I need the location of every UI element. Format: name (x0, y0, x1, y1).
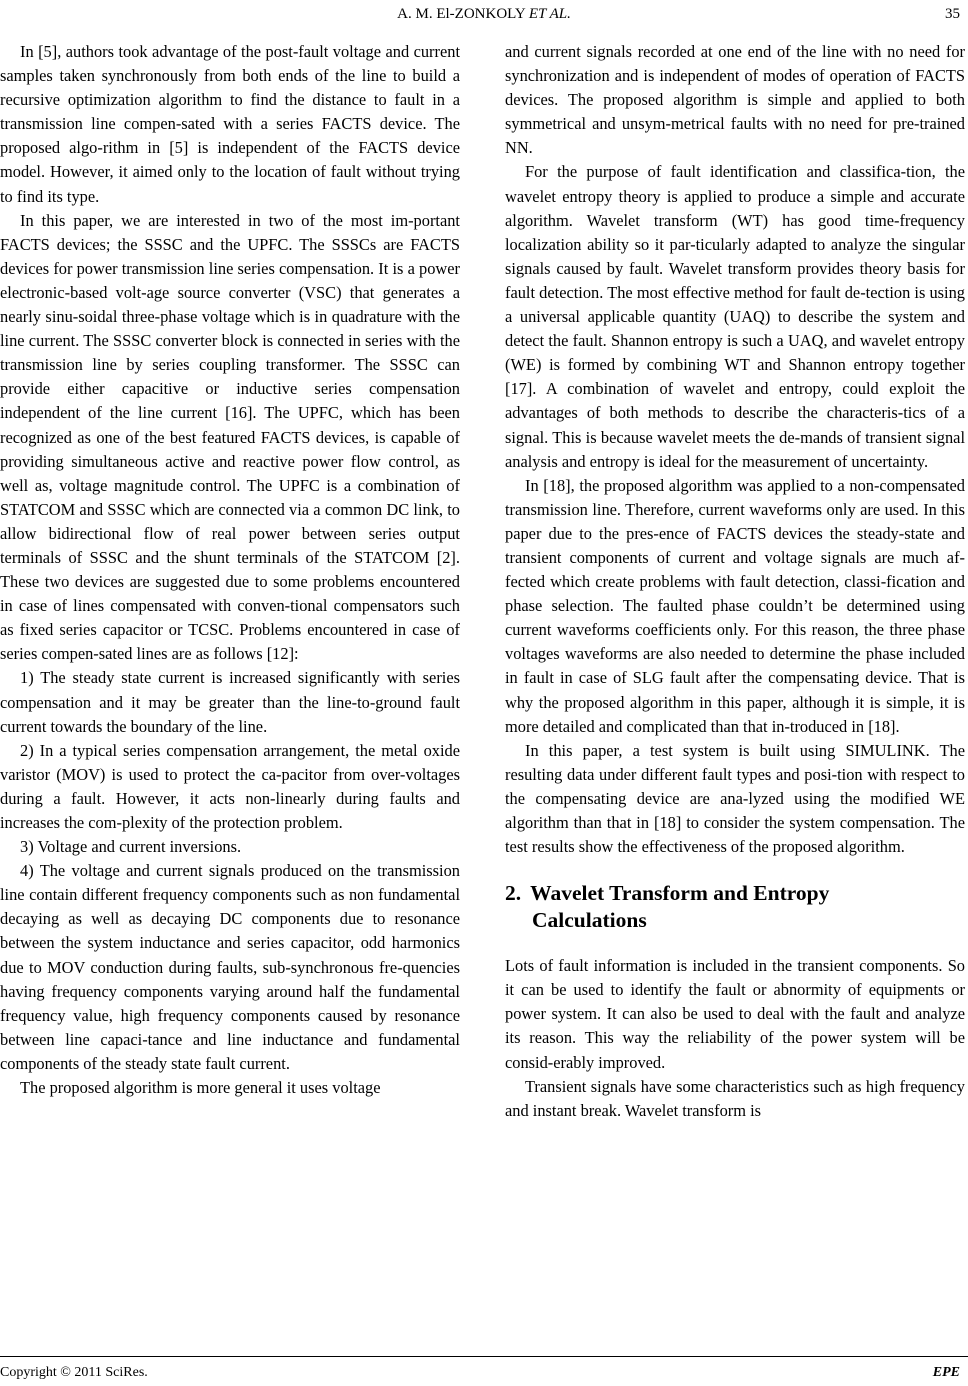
footer-copyright: Copyright © 2011 SciRes. (0, 1365, 148, 1380)
list-item-paragraph: 4) The voltage and current signals produced on the transmission line contain different frequency components such as non fundamental decaying as well as decaying DC components due to resonance between the system inductance and series capacitor, odd harmonics due to MOV conduction during faults, sub-synchronous fre-quencies having frequency components varying around half the fundamental frequency value, high frequency components caused by resonance between line capaci-tance and line inductance and fundamental components of the steady state fault current. (0, 861, 460, 1073)
paragraph: In this paper, we are interested in two of the most im-portant FACTS devices; the SSSC and the UPFC. The SSSCs are FACTS devices for power transmission line series compensation. It is a power electronic-based volt-age source converter (VSC) that generates a nearly sinu-soidal three-phase voltage which is in quadrature with the line current. The SSSC converter block is connected in series with the transmission line by series coupling transformer. The SSSC can provide either capacitive or inductive series compensation independent of the line current [16]. The UPFC, which has been recognized as one of the best featured FACTS devices, is capable of providing simultaneous active and reactive power flow control, as well as, voltage magnitude control. The UPFC is a combination of STATCOM and SSSC which are connected via a common DC link, to allow bidirectional flow of real power between series output terminals of SSSC and the shunt terminals of the STATCOM [2]. These two devices are suggested due to some problems encountered in case of lines compensated with conven-tional compensators such as fixed series capacitor or TCSC. Problems encountered in case of series compen-sated lines are as follows [12]: (0, 210, 460, 664)
section-heading (505, 880, 965, 934)
paragraph: In [5], authors took advantage of the post-fault voltage and current samples taken synchronously from both ends of the line to build a recursive optimization algorithm to find the distance to fault in a transmission line compen-sated with a series FACTS device. The proposed algo-rithm in [5] is independent of the FACTS device model. However, it aimed only to the location of fault without trying to find its type. (0, 42, 460, 206)
right-column (505, 40, 965, 1123)
paragraph: In [18], the proposed algorithm was applied to a non-compensated transmission line. Therefore, current waveforms only are used. In this paper due to the pres-ence of FACTS devices the steady-state and transient components of current and voltage signals are much af-fected which create problems with fault detection, classi-fication and phase selection. The faulted phase couldn’t be determined using current waveforms coefficients only. For this reason, the three phase voltages waveforms are also needed to determine the phase included in fault in case of SLG fault after the compensating device. That is why the proposed algorithm in this paper, although it is simple, it is more detailed and complicated than that in-troduced in [18]. (505, 475, 965, 736)
author-names: A. M. El-ZONKOLY (397, 6, 526, 22)
section-title-line-1: Wavelet Transform and Entropy (530, 881, 830, 906)
footer-journal: EPE (932, 1365, 960, 1380)
paragraph: Lots of fault information is included in the transient components. So it can be used to identify the fault or abnormity of equipments or power system. It can also be used to deal with the fault and analyze its reason. This way the reliability of the power system will be consid-erably improved. (505, 956, 965, 1072)
list-item-paragraph: 3) Voltage and current inversions. (20, 837, 242, 857)
paragraph: In this paper, a test system is built using SIMULINK. The resulting data under different fault types and posi-tion with respect to the compensating device are ana-lyzed using the modified WE algorithm than that in [18] to consider the system compensation. The test results show the effectiveness of the proposed algorithm. (505, 740, 965, 857)
et-al: ET AL. (528, 6, 571, 22)
list-item-paragraph: 1) The steady state current is increased significantly with series compensation and it may be greater than the line-to-ground fault current towards the boundary of the line. (0, 668, 460, 736)
paragraph: The proposed algorithm is more general it uses voltage (20, 1078, 381, 1098)
page-number: 35 (945, 6, 960, 22)
paragraph: Transient signals have some characteristics such as high frequency and instant break. Wavelet transform is (505, 1076, 965, 1120)
continued-paragraph: and current signals recorded at one end of the line with no need for synchronization and is independent of modes of operation of FACTS devices. The proposed algorithm is simple and applied to both symmetrical and unsym-metrical faults with no need for pre-trained NN. (505, 42, 965, 158)
footer-rule (0, 1356, 968, 1357)
left-column (0, 40, 460, 1100)
section-title-line-2: Calculations (532, 908, 647, 933)
paragraph: For the purpose of fault identification and classifica-tion, the wavelet entropy theory is applied to produce a simple and accurate algorithm. Wavelet transform (WT) has good time-frequency localization ability so it par-ticularly adapted to analyze the singular signals caused by fault. Wavelet transform provides theory basis for fault detection. The most effective method for fault de-tection is using a universal applicable quantity (UAQ) to describe the system and detect the fault. Shannon entropy is such a UAQ, and wavelet entropy (WE) is formed by combining WT and Shannon entropy together [17]. A combination of wavelet and entropy, could exploit the advantages of both methods to describe the characteris-tics of a signal. This is because wavelet meets the de-mands of transient signal analysis and entropy is ideal for the measurement of uncertainty. (505, 162, 965, 471)
list-item-paragraph: 2) In a typical series compensation arrangement, the metal oxide varistor (MOV) is used to protect the ca-pacitor from over-voltages during a fault. However, it acts non-linearly during faults and increases the com-plexity of the protection problem. (0, 740, 460, 832)
running-head (0, 4, 968, 24)
section-number: 2. (505, 881, 522, 906)
running-head-authors (397, 6, 571, 22)
